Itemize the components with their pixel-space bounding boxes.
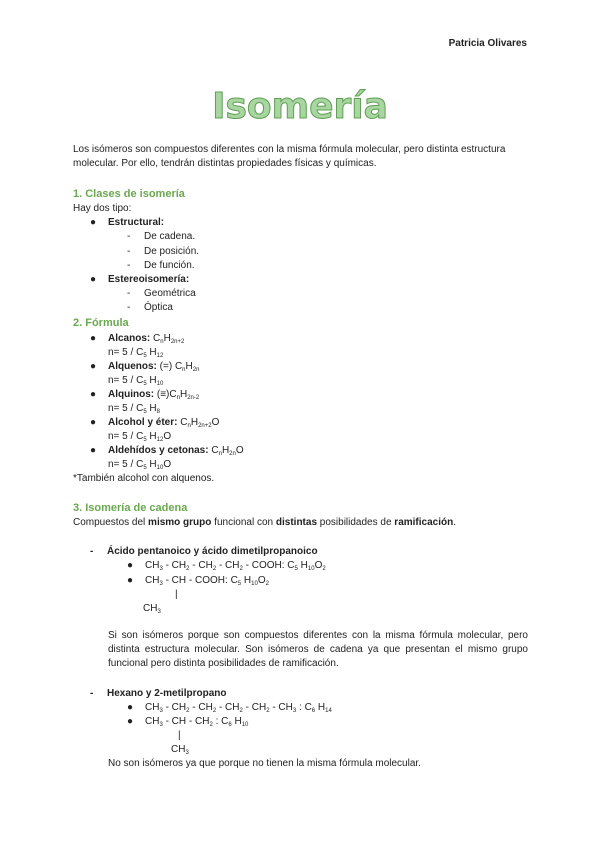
example-title-text: Ácido pentanoico y ácido dimetilpropanoico: [107, 546, 318, 557]
example-text: $n= 5 / C_5$ $H_{10}O$: [108, 459, 172, 471]
bullet-icon: ●: [127, 575, 134, 586]
example-title-text: Hexano y 2-metilpropano: [107, 688, 227, 699]
example-2-formula-1: [127, 701, 332, 715]
desc-text: funcional con: [211, 517, 276, 528]
section-1-lead: Hay dos tipo:: [73, 203, 132, 214]
branch-group: [171, 743, 189, 757]
title-text: Isomería: [212, 86, 388, 127]
formula-label: Alcanos:: [108, 333, 151, 344]
desc-text: .: [453, 517, 456, 528]
desc-bold: distintas: [275, 517, 318, 528]
sub-item: - De posición.: [127, 246, 200, 257]
section-3-heading: 3. Isomería de cadena: [73, 502, 188, 514]
structural-label: Estructural:: [108, 217, 165, 228]
formula-alcanos: [90, 332, 184, 346]
branch-bar: |: [175, 589, 178, 600]
formula-text: $CH_3 - CH_2 - CH_2 - CH_2 - CH_2 - CH_3$ : $C_6$ $H_{14}$: [145, 702, 332, 714]
sub-item-text: De cadena.: [144, 231, 196, 242]
formula-text: $C_nH_{2n+2}O$: [180, 417, 220, 429]
formula-alquenos: [90, 360, 199, 374]
formula-alcohol: [90, 416, 219, 430]
list-item-stereo: [90, 273, 189, 287]
formula-text: $CH_3 - CH_2 - CH_2 - CH_2$ - COOH: $C_5$ $H_{10}O_2$: [145, 560, 326, 572]
example-text: $n= 5 / C_5$ $H_{10}$: [108, 375, 164, 387]
section-3-description: [73, 516, 456, 530]
formula-example: [108, 458, 171, 472]
bullet-icon: ●: [90, 417, 97, 428]
bullet-icon: ●: [90, 361, 97, 372]
example-1-formula-1: [127, 559, 326, 573]
list-item-structural: [90, 216, 164, 230]
bullet-icon: ●: [90, 274, 97, 285]
bullet-icon: ●: [127, 716, 134, 727]
example-1-explanation: Si son isómeros porque son compuestos diferentes con la misma fórmula molecular, pero distinta estructura molecular. Son isómeros de cadena ya que presentan el mismo grupo funcional pero distinta posibilidades de ramificación.: [108, 630, 528, 669]
formula-alquinos: [90, 388, 199, 402]
bullet-icon: ●: [90, 445, 97, 456]
stereo-label: Estereoisomería:: [108, 274, 190, 285]
formula-label: Alquinos:: [108, 389, 155, 400]
example-text: $n= 5 / C_5$ $H_8$: [108, 403, 160, 415]
formula-text: $C_nH_{2n}O$: [211, 445, 244, 457]
example-2-title: - Hexano y 2-metilpropano: [90, 688, 227, 699]
example-1-title: - Ácido pentanoico y ácido dimetilpropanoico: [90, 546, 318, 557]
title-graphic: [0, 82, 600, 128]
formula-label: Alquenos:: [108, 361, 157, 372]
formula-label: Aldehídos y cetonas:: [108, 445, 209, 456]
formula-text: $CH_3$ - CH - $CH_2$ : $C_6$ $H_{10}$: [145, 716, 249, 728]
formula-example: [108, 402, 160, 416]
sub-item-text: Óptica: [144, 302, 173, 313]
bullet-icon: ●: [90, 217, 97, 228]
formula-text: $CH_3$ - CH - COOH: $C_5$ $H_{10}O_2$: [145, 575, 269, 587]
page-title: [0, 82, 600, 131]
section-1-heading: 1. Clases de isomería: [73, 188, 185, 200]
sub-item: - Óptica: [127, 302, 173, 313]
sub-item-text: De función.: [144, 260, 195, 271]
sub-item: - De función.: [127, 260, 195, 271]
desc-bold: mismo grupo: [148, 517, 212, 528]
sub-item-text: De posición.: [144, 246, 200, 257]
bullet-icon: ●: [127, 702, 134, 713]
bullet-icon: ●: [90, 333, 97, 344]
sub-item-text: Geométrica: [144, 288, 196, 299]
example-text: $n= 5 / C_5$ $H_{12}$: [108, 347, 164, 359]
branch-bar: |: [178, 730, 181, 741]
formula-example: [108, 374, 163, 388]
formula-example: [108, 430, 171, 444]
section-2-heading: 2. Fórmula: [73, 317, 129, 329]
example-2-formula-2: [127, 715, 248, 729]
formula-example: [108, 346, 163, 360]
formula-text: (=) $C_nH_{2n}$: [159, 361, 200, 373]
desc-text: Compuestos del: [73, 517, 149, 528]
formula-text: $(\equiv)C_nH_{2n-2}$: [156, 389, 200, 401]
desc-bold: ramificación: [394, 517, 454, 528]
example-1-formula-2: [127, 574, 269, 588]
example-text: $n= 5 / C_5$ $H_{12}O$: [108, 431, 172, 443]
formula-text: $C_nH_{2n+2}$: [153, 333, 185, 345]
intro-paragraph: Los isómeros son compuestos diferentes con la misma fórmula molecular, pero distinta estructura molecular. Por ello, tendrán distintas propiedades físicas y químicas.: [73, 144, 506, 169]
branch-group: [143, 602, 161, 616]
formula-label: Alcohol y éter:: [108, 417, 178, 428]
example-2-explanation: No son isómeros ya que porque no tienen la misma fórmula molecular.: [108, 758, 421, 769]
branch-text: $CH_3$: [171, 744, 189, 756]
sub-item: - De cadena.: [127, 231, 196, 242]
formula-note: *También alcohol con alquenos.: [73, 473, 215, 484]
formula-aldehidos: [90, 444, 244, 458]
branch-text: $CH_3$: [143, 603, 161, 615]
desc-text: posibilidades de: [317, 517, 395, 528]
author-name: Patricia Olivares: [448, 38, 527, 49]
bullet-icon: ●: [127, 560, 134, 571]
bullet-icon: ●: [90, 389, 97, 400]
sub-item: - Geométrica: [127, 288, 196, 299]
